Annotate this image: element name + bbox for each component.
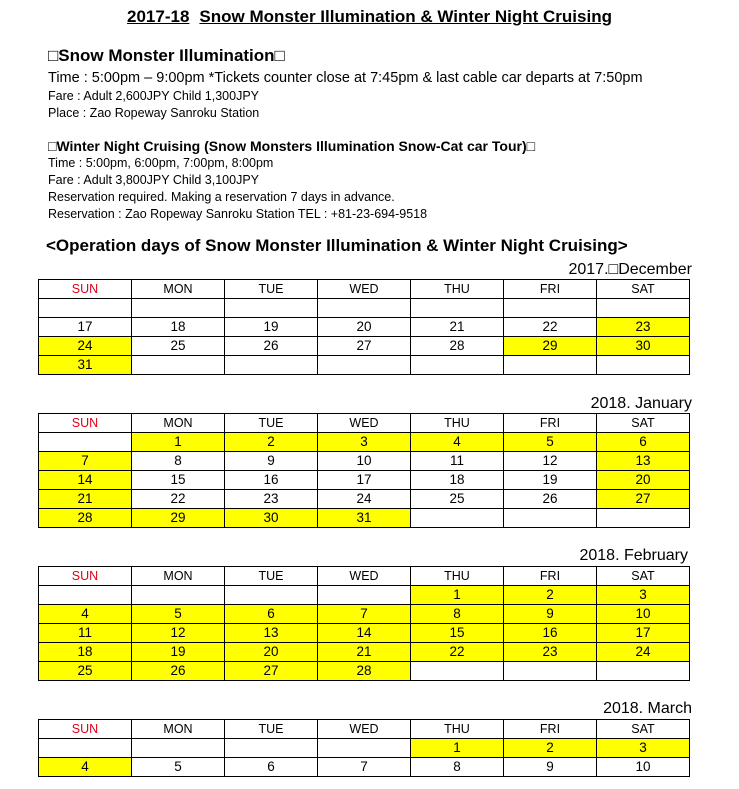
- day-cell: 28: [39, 509, 132, 528]
- empty-day-cell: [132, 299, 225, 318]
- day-cell: 15: [132, 471, 225, 490]
- weekday-header-sat: SAT: [597, 414, 690, 433]
- day-cell: 26: [225, 337, 318, 356]
- weekday-header-wed: WED: [318, 280, 411, 299]
- day-cell: 4: [39, 605, 132, 624]
- empty-day-cell: [39, 299, 132, 318]
- weekday-header-mon: MON: [132, 567, 225, 586]
- week-row: [39, 662, 690, 681]
- day-cell: 19: [504, 471, 597, 490]
- day-cell: 31: [318, 509, 411, 528]
- day-cell: 18: [411, 471, 504, 490]
- empty-day-cell: [411, 662, 504, 681]
- week-row: [39, 624, 690, 643]
- empty-day-cell: [39, 586, 132, 605]
- day-cell: 8: [411, 605, 504, 624]
- illumination-time: Time : 5:00pm – 9:00pm *Tickets counter close at 7:45pm & last cable car departs at 7:50pm: [48, 70, 643, 86]
- season-year: 2017-18: [127, 7, 190, 26]
- weekday-header-sun: SUN: [39, 567, 132, 586]
- empty-day-cell: [318, 299, 411, 318]
- day-cell: 17: [39, 318, 132, 337]
- weekday-header-sat: SAT: [597, 567, 690, 586]
- calendar-december: [38, 279, 690, 375]
- day-cell: 16: [225, 471, 318, 490]
- day-cell: 27: [597, 490, 690, 509]
- day-cell: 26: [504, 490, 597, 509]
- day-cell: 3: [318, 433, 411, 452]
- day-cell: 11: [411, 452, 504, 471]
- day-cell: 29: [504, 337, 597, 356]
- day-cell: 6: [225, 605, 318, 624]
- empty-day-cell: [597, 299, 690, 318]
- week-row: [39, 318, 690, 337]
- page-title: [0, 7, 739, 27]
- day-cell: 28: [318, 662, 411, 681]
- weekday-header-row: [39, 414, 690, 433]
- weekday-header-fri: FRI: [504, 720, 597, 739]
- week-row: [39, 433, 690, 452]
- day-cell: 24: [39, 337, 132, 356]
- day-cell: 18: [39, 643, 132, 662]
- week-row: [39, 490, 690, 509]
- weekday-header-sun: SUN: [39, 414, 132, 433]
- weekday-header-fri: FRI: [504, 414, 597, 433]
- day-cell: 9: [504, 605, 597, 624]
- illumination-heading: □Snow Monster Illumination□: [48, 46, 285, 65]
- day-cell: 23: [225, 490, 318, 509]
- month-title-december: 2017.□December: [568, 261, 692, 278]
- month-title-march: 2018. March: [603, 700, 692, 717]
- empty-day-cell: [411, 356, 504, 375]
- day-cell: 15: [411, 624, 504, 643]
- day-cell: 21: [39, 490, 132, 509]
- empty-day-cell: [597, 509, 690, 528]
- day-cell: 17: [318, 471, 411, 490]
- day-cell: 12: [132, 624, 225, 643]
- weekday-header-row: [39, 567, 690, 586]
- weekday-header-tue: TUE: [225, 414, 318, 433]
- day-cell: 22: [504, 318, 597, 337]
- day-cell: 13: [597, 452, 690, 471]
- weekday-header-row: [39, 280, 690, 299]
- day-cell: 1: [411, 586, 504, 605]
- day-cell: 31: [39, 356, 132, 375]
- day-cell: 1: [132, 433, 225, 452]
- day-cell: 25: [132, 337, 225, 356]
- week-row: [39, 643, 690, 662]
- week-row: [39, 509, 690, 528]
- day-cell: 18: [132, 318, 225, 337]
- day-cell: 27: [318, 337, 411, 356]
- week-row: [39, 356, 690, 375]
- day-cell: 23: [504, 643, 597, 662]
- empty-day-cell: [504, 662, 597, 681]
- month-title-january: 2018. January: [590, 395, 692, 412]
- day-cell: 22: [411, 643, 504, 662]
- title-main: Snow Monster Illumination & Winter Night Cruising: [199, 7, 612, 26]
- cruising-reservation: Reservation : Zao Ropeway Sanroku Station TEL : +81-23-694-9518: [48, 207, 428, 221]
- day-cell: 6: [225, 758, 318, 777]
- day-cell: 4: [411, 433, 504, 452]
- day-cell: 30: [597, 337, 690, 356]
- empty-day-cell: [411, 299, 504, 318]
- empty-day-cell: [132, 356, 225, 375]
- day-cell: 3: [597, 739, 690, 758]
- weekday-header-wed: WED: [318, 720, 411, 739]
- day-cell: 20: [318, 318, 411, 337]
- day-cell: 5: [132, 605, 225, 624]
- empty-day-cell: [225, 586, 318, 605]
- empty-day-cell: [411, 509, 504, 528]
- empty-day-cell: [132, 586, 225, 605]
- day-cell: 20: [597, 471, 690, 490]
- day-cell: 29: [132, 509, 225, 528]
- cruising-heading: □Winter Night Cruising (Snow Monsters Illumination Snow-Cat car Tour)□: [48, 138, 536, 154]
- day-cell: 1: [411, 739, 504, 758]
- weekday-header-fri: FRI: [504, 567, 597, 586]
- day-cell: 25: [411, 490, 504, 509]
- weekday-header-thu: THU: [411, 280, 504, 299]
- day-cell: 16: [504, 624, 597, 643]
- day-cell: 10: [597, 758, 690, 777]
- day-cell: 5: [504, 433, 597, 452]
- weekday-header-thu: THU: [411, 414, 504, 433]
- weekday-header-sun: SUN: [39, 280, 132, 299]
- empty-day-cell: [504, 356, 597, 375]
- day-cell: 30: [225, 509, 318, 528]
- week-row: [39, 299, 690, 318]
- cruising-note: Reservation required. Making a reservation 7 days in advance.: [48, 190, 395, 204]
- day-cell: 12: [504, 452, 597, 471]
- day-cell: 14: [39, 471, 132, 490]
- day-cell: 7: [39, 452, 132, 471]
- weekday-header-mon: MON: [132, 414, 225, 433]
- day-cell: 21: [411, 318, 504, 337]
- empty-day-cell: [504, 509, 597, 528]
- day-cell: 25: [39, 662, 132, 681]
- weekday-header-mon: MON: [132, 720, 225, 739]
- empty-day-cell: [504, 299, 597, 318]
- day-cell: 3: [597, 586, 690, 605]
- day-cell: 23: [597, 318, 690, 337]
- weekday-header-thu: THU: [411, 720, 504, 739]
- day-cell: 26: [132, 662, 225, 681]
- empty-day-cell: [597, 662, 690, 681]
- week-row: [39, 739, 690, 758]
- weekday-header-sat: SAT: [597, 720, 690, 739]
- day-cell: 27: [225, 662, 318, 681]
- day-cell: 21: [318, 643, 411, 662]
- calendar-march: [38, 719, 690, 777]
- empty-day-cell: [39, 433, 132, 452]
- weekday-header-tue: TUE: [225, 720, 318, 739]
- cruising-time: Time : 5:00pm, 6:00pm, 7:00pm, 8:00pm: [48, 156, 274, 170]
- day-cell: 13: [225, 624, 318, 643]
- empty-day-cell: [225, 299, 318, 318]
- day-cell: 22: [132, 490, 225, 509]
- weekday-header-thu: THU: [411, 567, 504, 586]
- illumination-fare: Fare : Adult 2,600JPY Child 1,300JPY: [48, 89, 260, 103]
- weekday-header-row: [39, 720, 690, 739]
- day-cell: 2: [225, 433, 318, 452]
- empty-day-cell: [39, 739, 132, 758]
- empty-day-cell: [225, 739, 318, 758]
- day-cell: 24: [597, 643, 690, 662]
- week-row: [39, 471, 690, 490]
- day-cell: 10: [318, 452, 411, 471]
- weekday-header-mon: MON: [132, 280, 225, 299]
- day-cell: 6: [597, 433, 690, 452]
- day-cell: 7: [318, 605, 411, 624]
- day-cell: 4: [39, 758, 132, 777]
- weekday-header-sun: SUN: [39, 720, 132, 739]
- illumination-place: Place : Zao Ropeway Sanroku Station: [48, 106, 260, 120]
- weekday-header-fri: FRI: [504, 280, 597, 299]
- week-row: [39, 605, 690, 624]
- day-cell: 2: [504, 739, 597, 758]
- day-cell: 17: [597, 624, 690, 643]
- day-cell: 2: [504, 586, 597, 605]
- week-row: [39, 586, 690, 605]
- day-cell: 14: [318, 624, 411, 643]
- calendar-february: [38, 566, 690, 681]
- week-row: [39, 337, 690, 356]
- week-row: [39, 758, 690, 777]
- day-cell: 9: [504, 758, 597, 777]
- day-cell: 19: [225, 318, 318, 337]
- month-title-february: 2018. February: [579, 547, 688, 564]
- operation-days-heading: <Operation days of Snow Monster Illumination & Winter Night Cruising>: [46, 236, 628, 255]
- day-cell: 7: [318, 758, 411, 777]
- empty-day-cell: [318, 356, 411, 375]
- week-row: [39, 452, 690, 471]
- day-cell: 20: [225, 643, 318, 662]
- day-cell: 11: [39, 624, 132, 643]
- weekday-header-tue: TUE: [225, 567, 318, 586]
- day-cell: 9: [225, 452, 318, 471]
- day-cell: 19: [132, 643, 225, 662]
- day-cell: 24: [318, 490, 411, 509]
- day-cell: 10: [597, 605, 690, 624]
- weekday-header-wed: WED: [318, 567, 411, 586]
- day-cell: 5: [132, 758, 225, 777]
- empty-day-cell: [225, 356, 318, 375]
- cruising-fare: Fare : Adult 3,800JPY Child 3,100JPY: [48, 173, 260, 187]
- empty-day-cell: [318, 586, 411, 605]
- day-cell: 8: [132, 452, 225, 471]
- empty-day-cell: [132, 739, 225, 758]
- day-cell: 28: [411, 337, 504, 356]
- calendar-january: [38, 413, 690, 528]
- weekday-header-sat: SAT: [597, 280, 690, 299]
- day-cell: 8: [411, 758, 504, 777]
- empty-day-cell: [318, 739, 411, 758]
- weekday-header-tue: TUE: [225, 280, 318, 299]
- empty-day-cell: [597, 356, 690, 375]
- weekday-header-wed: WED: [318, 414, 411, 433]
